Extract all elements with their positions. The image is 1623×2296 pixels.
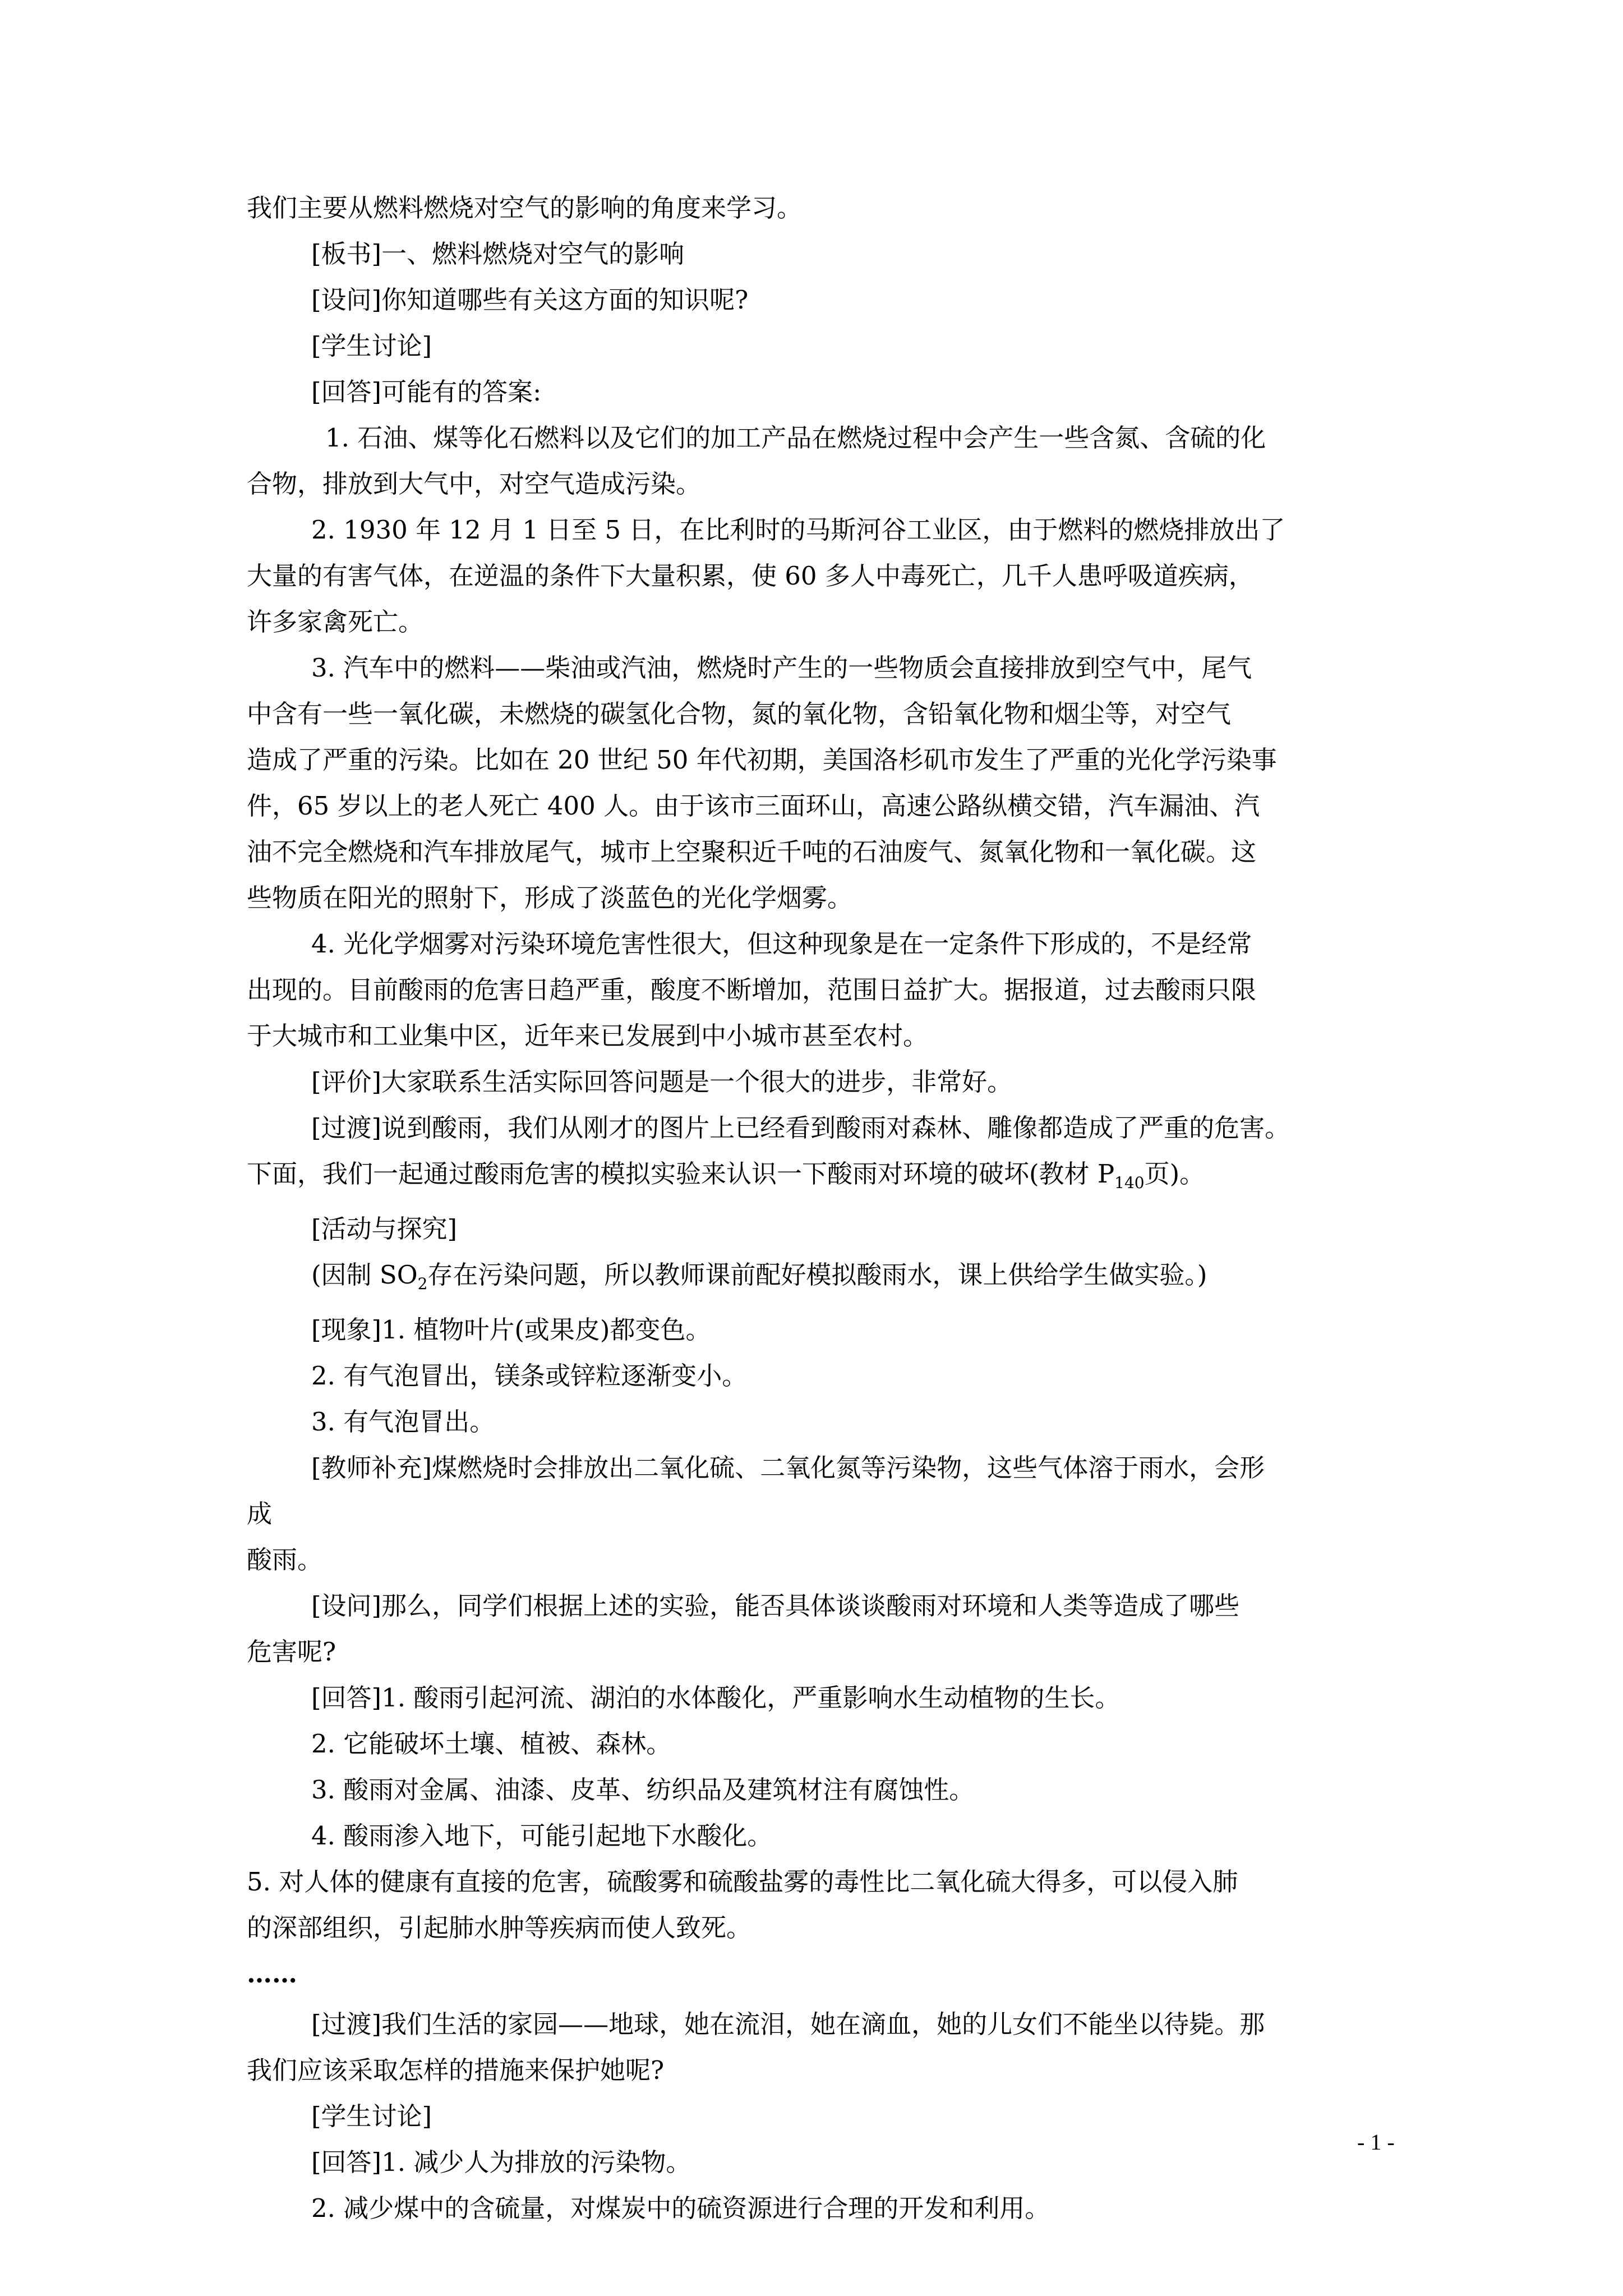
text-segment: 存在污染问题，所以教师课前配好模拟酸雨水，课上供给学生做实验。): [427, 1260, 1207, 1290]
answer-item: 2. 它能破坏土壤、植被、森林。: [311, 1729, 672, 1759]
formula-subscript: 2: [417, 1274, 428, 1293]
text-line: 我们主要从燃料燃烧对空气的影响的角度来学习。: [247, 193, 803, 223]
text-line: 油不完全燃烧和汽车排放尾气，城市上空聚积近千吨的石油废气、氮氧化物和一氧化碳。这: [247, 837, 1257, 867]
text-segment: (因制 SO: [311, 1260, 418, 1290]
answer-line: [回答]1. 酸雨引起河流、湖泊的水体酸化，严重影响水生动植物的生长。: [311, 1683, 1121, 1713]
text-line: 于大城市和工业集中区，近年来已发展到中小城市甚至农村。: [247, 1021, 929, 1051]
evaluation-line: [评价]大家联系生活实际回答问题是一个很大的进步，非常好。: [311, 1067, 1013, 1097]
text-line: 许多家禽死亡。: [247, 607, 424, 637]
phenomenon-item: 3. 有气泡冒出。: [311, 1407, 495, 1437]
text-line: 些物质在阳光的照射下，形成了淡蓝色的光化学烟雾。: [247, 883, 853, 913]
document-body: [247, 185, 1402, 2231]
text-line: 危害呢?: [247, 1637, 336, 1667]
transition-line: [过渡]我们生活的家园——地球，她在流泪，她在滴血，她的儿女们不能坐以待毙。那: [311, 2009, 1265, 2039]
answer-item: 4. 酸雨渗入地下，可能引起地下水酸化。: [311, 1821, 773, 1851]
answer-item-3: 3. 汽车中的燃料——柴油或汽油，燃烧时产生的一些物质会直接排放到空气中，尾气: [311, 653, 1252, 683]
answer-item-4: 4. 光化学烟雾对污染环境危害性很大，但这种现象是在一定条件下形成的，不是经常: [311, 929, 1252, 959]
answer-line: [回答]1. 减少人为排放的污染物。: [311, 2147, 691, 2177]
page-ref-subscript: 140: [1114, 1174, 1145, 1192]
answer-item-1: 1. 石油、煤等化石燃料以及它们的加工产品在燃烧过程中会产生一些含氮、含硫的化: [325, 423, 1266, 453]
teacher-supplement: [教师补充]煤燃烧时会排放出二氧化硫、二氧化氮等污染物，这些气体溶于雨水，会形: [311, 1453, 1265, 1483]
answer-heading: [回答]可能有的答案:: [311, 377, 542, 407]
text-segment: 页)。: [1144, 1159, 1205, 1189]
text-line: 大量的有害气体，在逆温的条件下大量积累，使 60 多人中毒死亡，几千人患呼吸道疾病，: [247, 561, 1254, 591]
page-number: - 1 -: [1357, 2129, 1395, 2155]
text-line: [247, 1151, 1402, 1206]
text-line: 的深部组织，引起肺水肿等疾病而使人致死。: [247, 1913, 752, 1943]
question-line: [设问]那么，同学们根据上述的实验，能否具体谈谈酸雨对环境和人类等造成了哪些: [311, 1591, 1240, 1621]
phenomenon-item: 2. 有气泡冒出，镁条或锌粒逐渐变小。: [311, 1361, 748, 1391]
text-line: 出现的。目前酸雨的危害日趋严重，酸度不断增加，范围日益扩大。据报道，过去酸雨只限: [247, 975, 1257, 1005]
text-line: 我们应该采取怎样的措施来保护她呢?: [247, 2055, 665, 2085]
phenomenon-line: [现象]1. 植物叶片(或果皮)都变色。: [311, 1315, 711, 1345]
experiment-note: [247, 1252, 1402, 1307]
answer-item-2: 2. 1930 年 12 月 1 日至 5 日，在比利时的马斯河谷工业区，由于燃料的燃烧排放出了: [311, 515, 1285, 545]
activity-heading: [活动与探究]: [311, 1214, 458, 1244]
answer-item-5: 5. 对人体的健康有直接的危害，硫酸雾和硫酸盐雾的毒性比二氧化硫大得多，可以侵入肺: [247, 1867, 1238, 1897]
student-discussion: [学生讨论]: [311, 2101, 432, 2131]
text-line: 件，65 岁以上的老人死亡 400 人。由于该市三面环山，高速公路纵横交错，汽车漏油、汽: [247, 791, 1260, 821]
question-line: [设问]你知道哪些有关这方面的知识呢?: [311, 285, 749, 315]
text-line: 成: [247, 1499, 273, 1529]
text-segment: 下面，我们一起通过酸雨危害的模拟实验来认识一下酸雨对环境的破坏(教材 P: [247, 1159, 1115, 1189]
answer-item: 3. 酸雨对金属、油漆、皮革、纺织品及建筑材注有腐蚀性。: [311, 1775, 975, 1805]
ellipsis: ……: [247, 1959, 297, 1989]
student-discussion: [学生讨论]: [311, 331, 432, 361]
text-line: 合物，排放到大气中，对空气造成污染。: [247, 469, 702, 499]
answer-item: 2. 减少煤中的含硫量，对煤炭中的硫资源进行合理的开发和利用。: [311, 2193, 1050, 2223]
transition-line: [过渡]说到酸雨，我们从刚才的图片上已经看到酸雨对森林、雕像都造成了严重的危害。: [311, 1113, 1290, 1143]
text-line: 酸雨。: [247, 1545, 323, 1575]
board-note: [板书]一、燃料燃烧对空气的影响: [311, 239, 685, 269]
text-line: 造成了严重的污染。比如在 20 世纪 50 年代初期，美国洛杉矶市发生了严重的光化学污染事: [247, 745, 1277, 775]
text-line: 中含有一些一氧化碳，未燃烧的碳氢化合物，氮的氧化物，含铅氧化物和烟尘等，对空气: [247, 699, 1232, 729]
